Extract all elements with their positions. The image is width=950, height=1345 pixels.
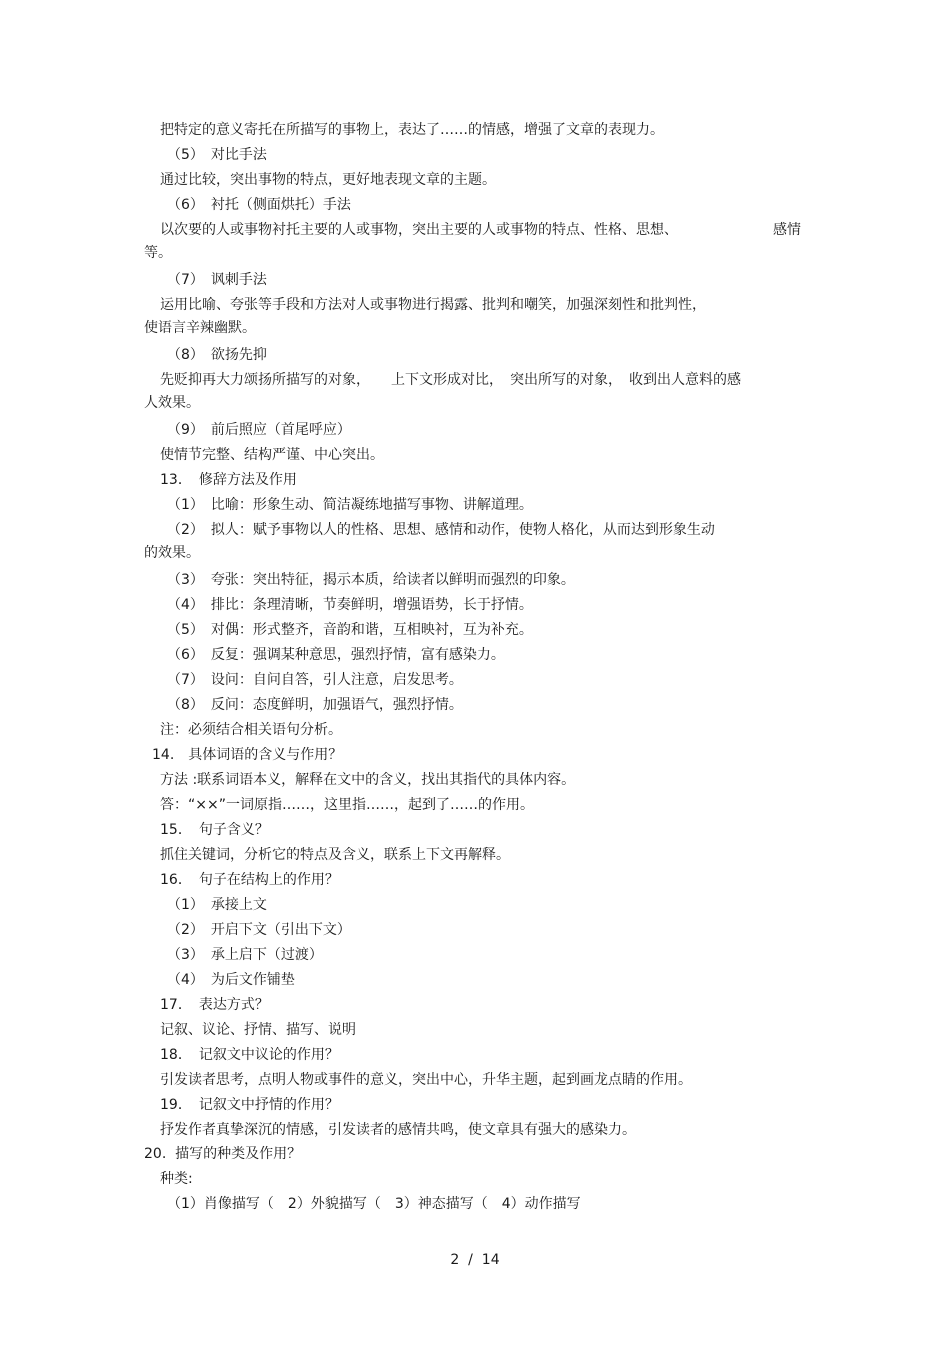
heading-contrast: （5） 对比手法 xyxy=(167,147,267,163)
text-line-12: 人效果。 xyxy=(144,395,200,411)
text-line-41: 抒发作者真挚深沉的情感，引发读者的感情共鸣，使文章具有强大的感染力。 xyxy=(160,1122,636,1138)
heading-14: 14. 具体词语的含义与作用？ xyxy=(152,747,343,763)
heading-suppress: （8） 欲扬先抑 xyxy=(167,347,267,363)
list-item-personification: （2） 拟人：赋予事物以人的性格、思想、感情和动作，使物人格化，从而达到形象生动 xyxy=(167,522,715,538)
list-item-16-1: （1） 承接上文 xyxy=(167,897,267,913)
heading-19: 19． 记叙文中抒情的作用？ xyxy=(160,1097,339,1113)
text-line-27: 方法 :联系词语本义，解释在文中的含义，找出其指代的具体内容。 xyxy=(160,772,576,788)
heading-17: 17． 表达方式？ xyxy=(160,997,269,1013)
text-line-43: 种类: xyxy=(160,1171,193,1187)
list-item-question: （7） 设问：自问自答，引人注意，启发思考。 xyxy=(167,672,463,688)
heading-satire: （7） 讽刺手法 xyxy=(167,272,267,288)
heading-echo: （9） 前后照应（首尾呼应） xyxy=(167,422,351,438)
text-line-5-tail: 感情 xyxy=(773,222,801,238)
page-number: 2 / 14 xyxy=(450,1252,500,1268)
list-item-16-4: （4） 为后文作铺垫 xyxy=(167,972,295,988)
list-item-antithesis: （5） 对偶：形式整齐，音韵和谐，互相映衬，互为补充。 xyxy=(167,622,533,638)
list-item-repetition: （6） 反复：强调某种意思，强烈抒情，富有感染力。 xyxy=(167,647,505,663)
note-line: 注：必须结合相关语句分析。 xyxy=(160,722,342,738)
heading-13: 13． 修辞方法及作用 xyxy=(160,472,297,488)
text-line-44: （1）肖像描写（ 2）外貌描写（ 3）神态描写（ 4）动作描写 xyxy=(167,1196,581,1212)
text-line-1: 把特定的意义寄托在所描写的事物上，表达了……的情感，增强了文章的表现力。 xyxy=(160,122,664,138)
list-item-metaphor: （1） 比喻：形象生动、简洁凝练地描写事物、讲解道理。 xyxy=(167,497,533,513)
list-item-hyperbole: （3） 夸张：突出特征，揭示本质，给读者以鲜明而强烈的印象。 xyxy=(167,572,575,588)
list-item-parallelism: （4） 排比：条理清晰，节奏鲜明，增强语势，长于抒情。 xyxy=(167,597,533,613)
heading-20: 20. 描写的种类及作用？ xyxy=(144,1146,302,1162)
text-line-8: 运用比喻、夸张等手段和方法对人或事物进行揭露、批判和嘲笑，加强深刻性和批判性， xyxy=(160,297,706,313)
text-line-11: 先贬抑再大力颂扬所描写的对象， 上下文形成对比， 突出所写的对象， 收到出人意料的感 xyxy=(160,372,741,388)
heading-15: 15． 句子含义？ xyxy=(160,822,269,838)
list-item-rhetorical: （8） 反问：态度鲜明，加强语气，强烈抒情。 xyxy=(167,697,463,713)
text-line-30: 抓住关键词，分析它的特点及含义，联系上下文再解释。 xyxy=(160,847,510,863)
list-item-16-3: （3） 承上启下（过渡） xyxy=(167,947,323,963)
heading-16: 16． 句子在结构上的作用？ xyxy=(160,872,339,888)
text-line-37: 记叙、议论、抒情、描写、说明 xyxy=(160,1022,356,1038)
list-item-16-2: （2） 开启下文（引出下文） xyxy=(167,922,351,938)
text-line-14: 使情节完整、结构严谨、中心突出。 xyxy=(160,447,384,463)
heading-foil: （6） 衬托（侧面烘托）手法 xyxy=(167,197,351,213)
text-line-6: 等。 xyxy=(144,245,172,261)
text-line-28: 答：“××”一词原指……，这里指……，起到了……的作用。 xyxy=(160,797,534,813)
text-line-9: 使语言辛辣幽默。 xyxy=(144,320,256,336)
text-line-5: 以次要的人或事物衬托主要的人或事物，突出主要的人或事物的特点、性格、思想、 xyxy=(160,222,678,238)
text-line-3: 通过比较，突出事物的特点，更好地表现文章的主题。 xyxy=(160,172,496,188)
text-line-18: 的效果。 xyxy=(144,545,200,561)
text-line-39: 引发读者思考，点明人物或事件的意义，突出中心，升华主题，起到画龙点睛的作用。 xyxy=(160,1072,692,1088)
heading-18: 18． 记叙文中议论的作用？ xyxy=(160,1047,339,1063)
